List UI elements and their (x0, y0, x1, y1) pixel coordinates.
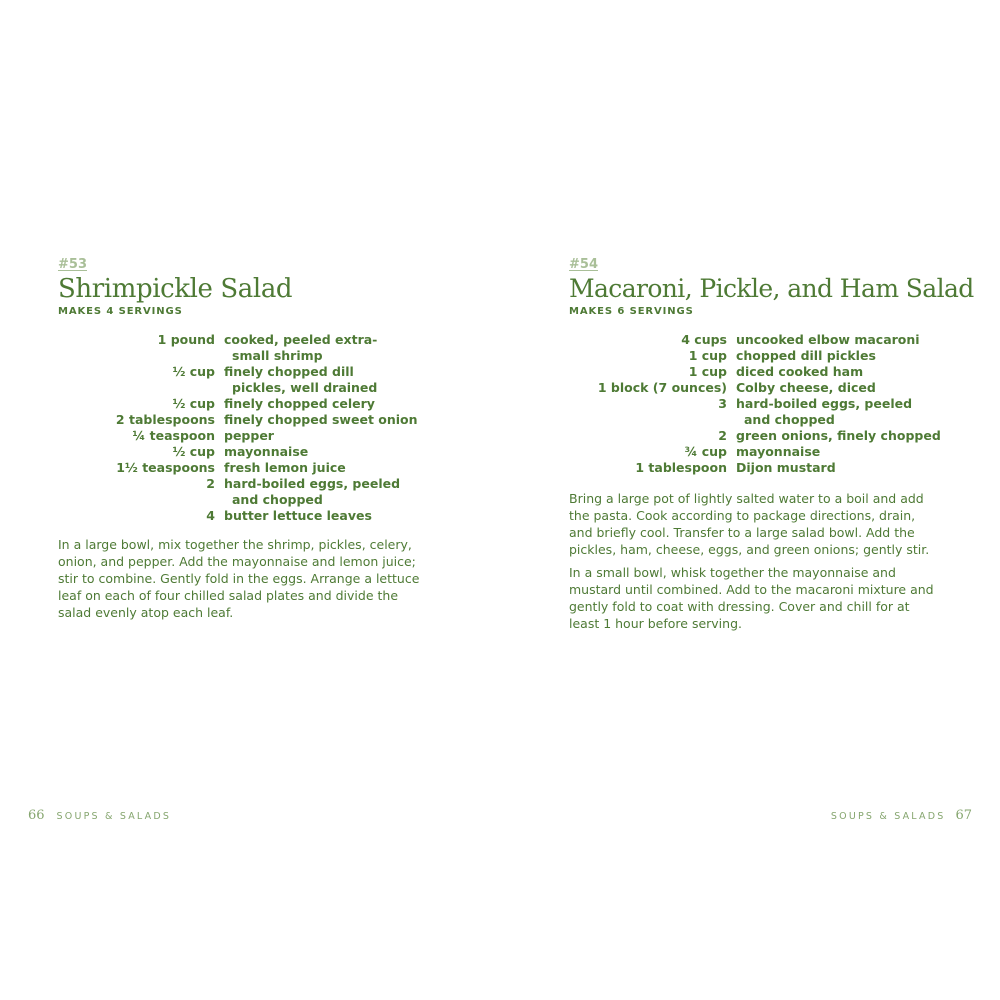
ingredient-quantity: 1 cup (688, 348, 727, 363)
ingredient-description (736, 460, 836, 476)
recipe-yield: MAKES 4 SERVINGS (58, 306, 183, 317)
ingredient-description (736, 364, 863, 380)
ingredient-quantity: 4 (206, 508, 215, 523)
ingredient-line: cooked, peeled extra- (224, 332, 378, 347)
ingredient-line: hard-boiled eggs, peeled (736, 396, 913, 411)
recipe-header (569, 257, 974, 318)
ingredient-line: chopped dill pickles (736, 348, 876, 363)
ingredient-line: small shrimp (232, 348, 323, 363)
ingredient-line: mayonnaise (224, 444, 309, 459)
ingredient-quantity: 4 cups (681, 332, 727, 347)
ingredient-description (224, 332, 377, 364)
ingredient-quantity: 3 (718, 396, 727, 411)
ingredient-line: hard-boiled eggs, peeled (224, 476, 401, 491)
ingredient-list (58, 332, 418, 524)
ingredient-row (58, 332, 418, 364)
ingredient-line: finely chopped dill (224, 364, 354, 379)
ingredient-description (224, 460, 346, 476)
ingredient-quantity: 1 tablespoon (635, 460, 727, 475)
ingredient-row (58, 476, 418, 508)
ingredient-line: Colby cheese, diced (736, 380, 876, 395)
ingredient-line: and chopped (744, 412, 835, 427)
ingredient-description (224, 412, 418, 428)
ingredient-row (569, 332, 941, 348)
page-footer (28, 808, 171, 823)
ingredient-description (736, 396, 912, 428)
ingredient-description (736, 428, 941, 444)
ingredient-line: uncooked elbow macaroni (736, 332, 920, 347)
ingredient-quantity: ¾ cup (684, 444, 727, 459)
ingredient-description (224, 364, 377, 396)
ingredient-row (58, 428, 418, 444)
ingredient-quantity: 1 pound (157, 332, 215, 347)
page-number: 66 (28, 808, 45, 823)
ingredient-description (224, 428, 274, 444)
ingredient-quantity: 2 (718, 428, 727, 443)
ingredient-row (569, 348, 941, 364)
ingredient-description (224, 508, 372, 524)
ingredient-quantity: 2 (206, 476, 215, 491)
ingredient-row (58, 364, 418, 396)
ingredient-row (569, 380, 941, 396)
ingredient-description (736, 380, 876, 396)
ingredient-quantity: 1 cup (688, 364, 727, 379)
ingredient-line: finely chopped celery (224, 396, 375, 411)
ingredient-quantity: 1½ teaspoons (116, 460, 215, 475)
page-number: 67 (955, 808, 972, 823)
ingredient-line: and chopped (232, 492, 323, 507)
ingredient-quantity: 2 tablespoons (115, 412, 215, 427)
recipe-title: Macaroni, Pickle, and Ham Salad (569, 274, 974, 303)
ingredient-line: green onions, finely chopped (736, 428, 941, 443)
ingredient-list (569, 332, 941, 476)
section-label: SOUPS & SALADS (830, 811, 946, 822)
ingredient-line: fresh lemon juice (224, 460, 346, 475)
ingredient-row (569, 460, 941, 476)
recipe-title: Shrimpickle Salad (58, 274, 293, 304)
ingredient-row (569, 396, 941, 428)
ingredient-line: finely chopped sweet onion (224, 412, 418, 427)
section-label: SOUPS & SALADS (56, 811, 172, 822)
ingredient-quantity: 1 block (7 ounces) (597, 380, 727, 395)
ingredient-description (224, 476, 400, 508)
ingredient-quantity: ½ cup (172, 396, 215, 411)
ingredient-line: butter lettuce leaves (224, 508, 372, 523)
ingredient-description (736, 348, 876, 364)
instructions-paragraph: Bring a large pot of lightly salted water to a boil and add the pasta. Cook according to package directions, drain, and briefly cool. Transfer to a large salad bowl. Add the pickles, ham, cheese, eggs, and green onions; gently stir. (569, 491, 930, 557)
ingredient-description (736, 332, 920, 348)
page-footer (831, 808, 972, 823)
right-page (500, 0, 1000, 1000)
ingredient-description (224, 444, 308, 460)
ingredient-row (58, 508, 418, 524)
ingredient-row (58, 460, 418, 476)
recipe-number: #54 (569, 257, 598, 272)
ingredient-description (736, 444, 820, 460)
ingredient-row (569, 428, 941, 444)
ingredient-row (58, 396, 418, 412)
ingredient-line: pickles, well drained (232, 380, 378, 395)
recipe-yield: MAKES 6 SERVINGS (569, 306, 694, 317)
ingredient-row (58, 412, 418, 428)
ingredient-description (224, 396, 375, 412)
instructions-paragraph: In a large bowl, mix together the shrimp, pickles, celery, onion, and pepper. Add the mayonnaise and lemon juice; stir to combine. Gently fold in the eggs. Arrange a lettuce leaf on each of four chilled salad plates and divide the salad evenly atop each leaf. (58, 537, 420, 620)
ingredient-line: pepper (224, 428, 274, 443)
ingredient-quantity: ½ cup (172, 444, 215, 459)
ingredient-line: diced cooked ham (736, 364, 864, 379)
ingredient-quantity: ½ cup (172, 364, 215, 379)
ingredient-line: Dijon mustard (736, 460, 836, 475)
recipe-header (58, 258, 438, 318)
ingredient-row (569, 364, 941, 380)
ingredient-quantity: ¼ teaspoon (132, 428, 215, 443)
recipe-number: #53 (58, 257, 87, 272)
ingredient-line: mayonnaise (736, 444, 821, 459)
instructions-paragraph: In a small bowl, whisk together the mayonnaise and mustard until combined. Add to the macaroni mixture and gently fold to coat with dressing. Cover and chill for at least 1 hour before serving. (569, 565, 934, 631)
ingredient-row (569, 444, 941, 460)
ingredient-row (58, 444, 418, 460)
